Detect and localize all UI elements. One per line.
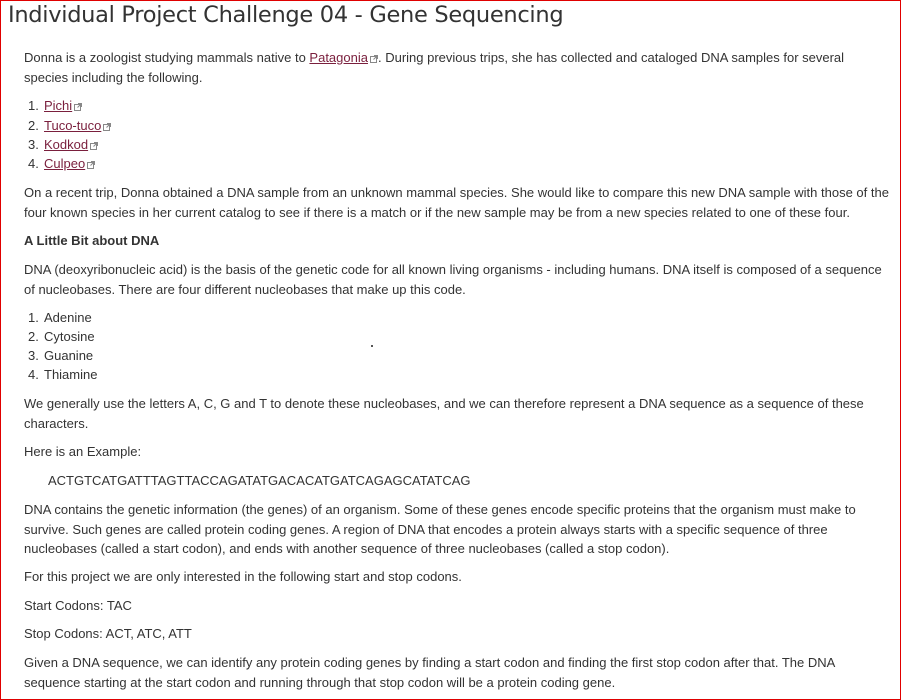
stop-codons: Stop Codons: ACT, ATC, ATT bbox=[24, 626, 192, 641]
given-paragraph: Given a DNA sequence, we can identify any protein coding genes by finding a start codon and finding the first stop codon after that. The DNA sequence starting at the start codon and running through that stop codon will be a protein coding gene. bbox=[24, 655, 835, 690]
nucleobase-item: 1. Adenine bbox=[28, 310, 92, 325]
species-item-culpeo: 4. Culpeo bbox=[28, 154, 95, 173]
stray-dot bbox=[371, 345, 373, 347]
external-link-icon bbox=[90, 142, 98, 150]
example-sequence: ACTGTCATGATTTAGTTACCAGATATGACACATGATCAGAGCATATCAG bbox=[48, 473, 471, 488]
culpeo-link[interactable]: Culpeo bbox=[44, 156, 86, 171]
kodkod-link[interactable]: Kodkod bbox=[44, 137, 89, 152]
pichi-link[interactable]: Pichi bbox=[44, 98, 73, 113]
intro-text-before: Donna is a zoologist studying mammals native to bbox=[24, 50, 310, 65]
start-codons: Start Codons: TAC bbox=[24, 598, 132, 613]
interest-paragraph: For this project we are only interested in the following start and stop codons. bbox=[24, 569, 462, 584]
recent-trip-paragraph: On a recent trip, Donna obtained a DNA sample from an unknown mammal species. She would like to compare this new DNA sample with those of the four known species in her current catalog to see if there is a match or if the new sample may be from a new species related to one of these four. bbox=[24, 185, 889, 220]
patagonia-link[interactable]: Patagonia bbox=[309, 50, 368, 65]
external-link-icon bbox=[370, 55, 378, 63]
species-item-tuco-tuco: 2. Tuco-tuco bbox=[28, 116, 111, 135]
external-link-icon bbox=[87, 161, 95, 169]
nucleobase-item: 3. Guanine bbox=[28, 348, 94, 363]
dna-section-heading: A Little Bit about DNA bbox=[24, 233, 160, 248]
letters-paragraph: We generally use the letters A, C, G and T to denote these nucleobases, and we can therefore represent a DNA sequence as a sequence of these characters. bbox=[24, 396, 864, 431]
species-item-pichi: 1. Pichi bbox=[28, 96, 82, 115]
dna-intro-paragraph: DNA (deoxyribonucleic acid) is the basis of the genetic code for all known living organisms - including humans. DNA itself is composed of a sequence of nucleobases. There are four different nucleobases that make up this code. bbox=[24, 262, 882, 297]
nucleobase-item: 4. Thiamine bbox=[28, 367, 98, 382]
tuco-tuco-link[interactable]: Tuco-tuco bbox=[44, 118, 102, 133]
intro-text-after: . During previous trips, she has collected and cataloged DNA samples for several species including the following. bbox=[24, 50, 845, 85]
external-link-icon bbox=[74, 103, 82, 111]
example-label: Here is an Example: bbox=[24, 444, 142, 459]
nucleobase-item: 2. Cytosine bbox=[28, 329, 95, 344]
external-link-icon bbox=[103, 123, 111, 131]
genes-paragraph: DNA contains the genetic information (the genes) of an organism. Some of these genes encode specific proteins that the organism must make to survive. Such genes are called protein coding genes. A region of DNA that encodes a protein always starts with a specific sequence of three nucleobases (called a start codon), and ends with another sequence of three nucleobases (called a stop codon). bbox=[24, 502, 856, 556]
species-item-kodkod: 3. Kodkod bbox=[28, 135, 98, 154]
page-title: Individual Project Challenge 04 - Gene Sequencing bbox=[8, 2, 564, 28]
intro-paragraph bbox=[24, 48, 890, 87]
